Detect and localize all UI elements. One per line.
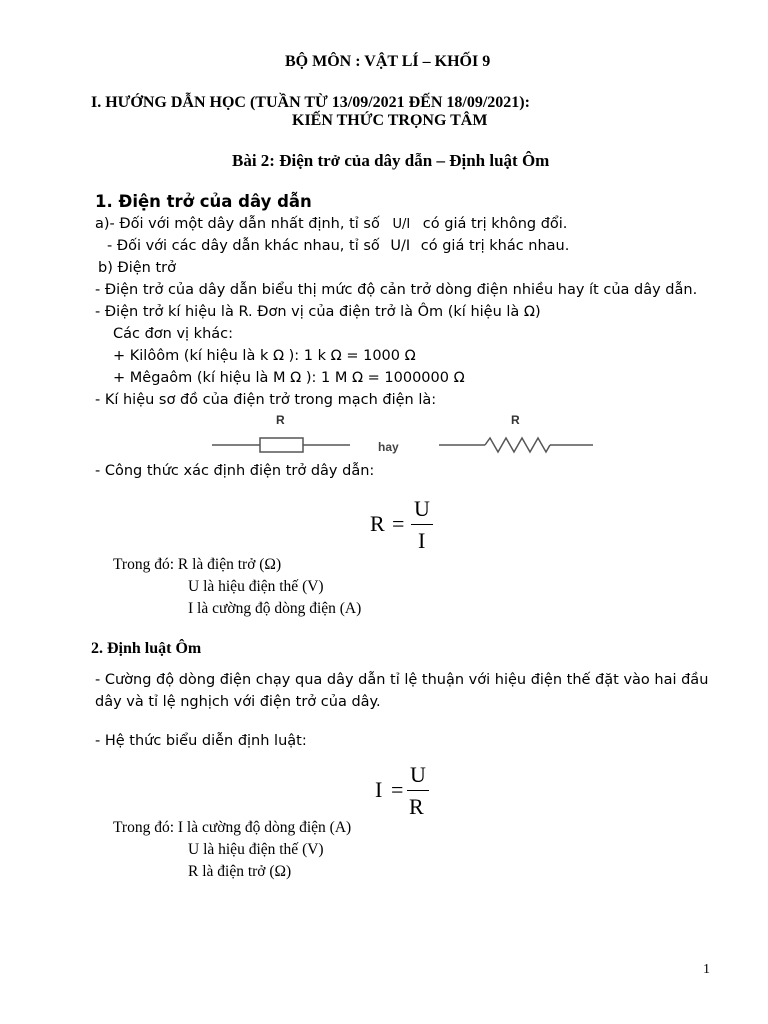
where-u: U là hiệu điện thế (V) [188, 841, 324, 858]
ratio-line-1-pre: a)- Đối với một dây dẫn nhất định, tỉ số [95, 216, 380, 232]
where-i: I là cường độ dòng điện (A) [188, 600, 362, 617]
ratio-line-2-post: có giá trị khác nhau. [420, 238, 570, 254]
lesson-title: Bài 2: Điện trở của dây dẫn – Định luật Ôm [232, 151, 550, 170]
resistor-symbol-diagram [205, 408, 625, 466]
unit-megaohm: + Mêgaôm (kí hiệu là M Ω ): 1 M Ω = 1000000 Ω [113, 370, 465, 386]
resistor-label-box: R [276, 413, 285, 427]
formula-numerator: U [410, 762, 426, 787]
ratio-line-1-post: có giá trị không đổi. [422, 216, 568, 232]
ratio-line-2 [107, 236, 569, 256]
fraction-bar [407, 790, 429, 791]
formula-lhs: I [375, 777, 383, 802]
page-number: 1 [703, 962, 710, 977]
section-title: I. HƯỚNG DẪN HỌC (TUẦN TỪ 13/09/2021 ĐẾN 18/09/2021): [91, 94, 530, 111]
ratio-line-2-pre: - Đối với các dây dẫn khác nhau, tỉ số [107, 238, 380, 254]
resistor-label-zigzag: R [511, 413, 520, 427]
part1-heading: 1. Điện trở của dây dẫn [95, 192, 312, 211]
resistance-subheading: b) Điện trở [98, 260, 176, 276]
fraction-bar [411, 524, 433, 525]
ratio-u-over-i: U/I [392, 217, 411, 232]
rectangle-resistor-icon [260, 438, 303, 452]
unit-kiloohm: + Kilôôm (kí hiệu là k Ω ): 1 k Ω = 1000 Ω [113, 348, 416, 364]
subject-title: BỘ MÔN : VẬT LÍ – KHỐI 9 [285, 53, 491, 70]
where-r: R là điện trở (Ω) [188, 863, 292, 880]
formula-denominator: I [418, 528, 426, 553]
resistance-formula [370, 496, 440, 556]
formula-equals: = [392, 511, 405, 536]
resistance-formula-label: - Công thức xác định điện trở dây dẫn: [95, 463, 375, 479]
or-label: hay [378, 440, 399, 454]
other-units-label: Các đơn vị khác: [113, 326, 234, 342]
zigzag-resistor-icon [485, 438, 550, 452]
where-r: Trong đó: R là điện trở (Ω) [113, 556, 282, 573]
resistance-symbol-unit: - Điện trở kí hiệu là R. Đơn vị của điện trở là Ôm (kí hiệu là Ω) [95, 304, 541, 320]
formula-equals: = [391, 777, 404, 802]
ratio-u-over-i: U/I [390, 238, 411, 254]
focus-title: KIẾN THỨC TRỌNG TÂM [292, 112, 488, 129]
formula-lhs: R [370, 511, 385, 536]
ratio-line-1 [95, 214, 567, 235]
ohm-law-statement-2: dây và tỉ lệ nghịch với điện trở của dây. [95, 694, 381, 710]
resistance-definition: - Điện trở của dây dẫn biểu thị mức độ cản trở dòng điện nhiều hay ít của dây dẫn. [95, 282, 698, 298]
ohm-law-statement-1: - Cường độ dòng điện chạy qua dây dẫn tỉ lệ thuận với hiệu điện thế đặt vào hai đầu [95, 672, 709, 688]
where-u: U là hiệu điện thế (V) [188, 578, 324, 595]
formula-denominator: R [409, 794, 424, 819]
where-i: Trong đó: I là cường độ dòng điện (A) [113, 819, 352, 836]
schematic-symbol-label: - Kí hiệu sơ đồ của điện trở trong mạch điện là: [95, 392, 437, 408]
ohm-law-formula-label: - Hệ thức biểu diễn định luật: [95, 733, 307, 749]
part2-heading: 2. Định luật Ôm [91, 640, 202, 657]
formula-numerator: U [414, 496, 430, 521]
ohm-law-formula [375, 762, 445, 822]
